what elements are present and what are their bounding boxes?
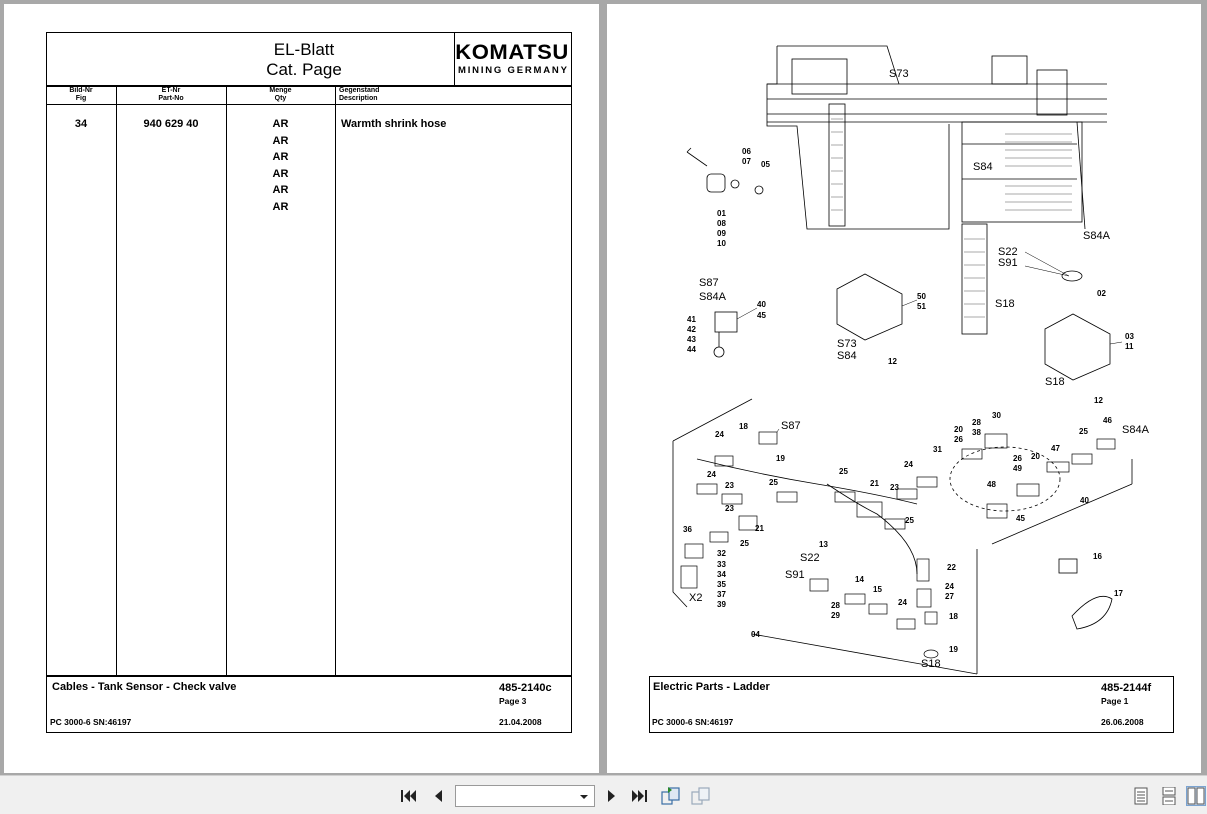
- position-number: 24: [945, 582, 954, 591]
- column-header-part-no-de: ET-Nr: [161, 87, 181, 94]
- position-number: 35: [717, 580, 726, 589]
- position-number: 28: [831, 601, 840, 610]
- komatsu-logo: KOMATSU: [455, 41, 569, 64]
- position-number: 06: [742, 147, 751, 156]
- position-number: 34: [717, 570, 726, 579]
- position-number: 27: [945, 592, 954, 601]
- position-number: 36: [683, 525, 692, 534]
- column-header-fig: [46, 87, 116, 103]
- column-header-part-no-en: Part-No: [158, 95, 184, 102]
- footer-date: 26.06.2008: [1101, 717, 1144, 727]
- position-number: 40: [1080, 496, 1089, 505]
- position-number: 18: [949, 612, 958, 621]
- position-number: 38: [972, 428, 981, 437]
- position-number: 11: [1125, 342, 1134, 351]
- position-number: 07: [742, 157, 751, 166]
- table-header-rule: [46, 104, 572, 105]
- label-s73: S73: [837, 338, 857, 350]
- column-divider: [116, 86, 117, 676]
- go-forward-view-button[interactable]: [690, 786, 710, 806]
- viewer-toolbar: [0, 775, 1207, 814]
- footer-page-number: Page 1: [1101, 696, 1129, 706]
- label-s91: S91: [785, 569, 805, 581]
- next-page-icon: [605, 788, 619, 804]
- two-page-icon: [1187, 787, 1205, 805]
- position-number: 09: [717, 229, 726, 238]
- position-number: 14: [855, 575, 864, 584]
- previous-page-button[interactable]: [428, 786, 448, 806]
- position-number: 23: [725, 481, 734, 490]
- position-number: 29: [831, 611, 840, 620]
- position-number: 42: [687, 325, 696, 334]
- position-number: 41: [687, 315, 696, 324]
- first-page-icon: [399, 788, 417, 804]
- position-number: 33: [717, 560, 726, 569]
- position-number: 48: [987, 480, 996, 489]
- position-number: 31: [933, 445, 942, 454]
- forward-view-icon: [690, 786, 710, 806]
- position-number: 40: [757, 300, 766, 309]
- position-number: 23: [725, 504, 734, 513]
- position-number: 20: [1031, 452, 1040, 461]
- position-number: 30: [992, 411, 1001, 420]
- catalog-page-right: [607, 4, 1201, 773]
- cell-qty: AR: [272, 184, 289, 196]
- position-number: 26: [1013, 454, 1022, 463]
- column-header-qty-en: Qty: [274, 95, 287, 102]
- position-number: 39: [717, 600, 726, 609]
- footer-date: 21.04.2008: [499, 717, 542, 727]
- position-number: 19: [949, 645, 958, 654]
- column-header-fig-en: Fig: [75, 95, 87, 102]
- position-number: 45: [757, 311, 766, 320]
- machine-superstructure-drawing: [767, 46, 1107, 334]
- two-page-view-button[interactable]: [1186, 786, 1206, 806]
- label-s73: S73: [889, 68, 909, 80]
- label-s84a: S84A: [1083, 230, 1110, 242]
- column-header-description-en: Description: [339, 95, 378, 102]
- column-divider: [335, 86, 336, 676]
- continuous-page-icon: [1161, 787, 1177, 805]
- last-page-icon: [631, 788, 649, 804]
- catalog-page-left: [4, 4, 599, 773]
- position-number: 49: [1013, 464, 1022, 473]
- single-page-icon: [1133, 787, 1149, 805]
- position-number: 03: [1125, 332, 1134, 341]
- single-page-view-button[interactable]: [1131, 786, 1151, 806]
- chevron-down-icon: [579, 794, 589, 800]
- label-s87: S87: [699, 277, 719, 289]
- position-number: 10: [717, 239, 726, 248]
- position-number: 32: [717, 549, 726, 558]
- position-number: 26: [954, 435, 963, 444]
- position-number: 25: [905, 516, 914, 525]
- position-number: 45: [1016, 514, 1025, 523]
- label-s18: S18: [921, 658, 941, 670]
- position-number: 24: [715, 430, 724, 439]
- header-title-line2: Cat. Page: [266, 60, 342, 79]
- column-header-description-de: Gegenstand: [339, 87, 380, 94]
- position-number: 12: [888, 357, 897, 366]
- position-number: 02: [1097, 289, 1106, 298]
- ladder-rungs: [831, 119, 1072, 317]
- cell-description: Warmth shrink hose: [341, 118, 447, 130]
- label-s18: S18: [1045, 376, 1065, 388]
- position-number: 19: [776, 454, 785, 463]
- last-page-button[interactable]: [630, 786, 650, 806]
- position-number: 13: [819, 540, 828, 549]
- position-number: 20: [954, 425, 963, 434]
- footer-title: Electric Parts - Ladder: [653, 681, 770, 693]
- position-number: 50: [917, 292, 926, 301]
- label-s22: S22: [998, 246, 1018, 258]
- label-s84: S84: [837, 350, 857, 362]
- label-s84a: S84A: [699, 291, 726, 303]
- position-number: 18: [739, 422, 748, 431]
- label-x2: X2: [689, 592, 703, 604]
- position-number: 21: [870, 479, 879, 488]
- position-number: 08: [717, 219, 726, 228]
- footer-machine: PC 3000-6 SN:46197: [50, 717, 132, 727]
- position-number: 24: [904, 460, 913, 469]
- position-number: 51: [917, 302, 926, 311]
- position-number: 25: [740, 539, 749, 548]
- cell-part-no: 940 629 40: [143, 118, 199, 130]
- column-header-fig-de: Bild-Nr: [69, 87, 93, 94]
- position-number: 15: [873, 585, 882, 594]
- position-number: 44: [687, 345, 696, 354]
- footer-page-number: Page 3: [499, 696, 527, 706]
- position-number: 21: [755, 524, 764, 533]
- footer-machine: PC 3000-6 SN:46197: [652, 717, 734, 727]
- position-number: 47: [1051, 444, 1060, 453]
- previous-page-icon: [431, 788, 445, 804]
- cell-fig: 34: [74, 118, 88, 130]
- continuous-view-button[interactable]: [1159, 786, 1179, 806]
- cell-qty: AR: [272, 118, 289, 130]
- page-select[interactable]: [455, 785, 595, 807]
- position-number: 43: [687, 335, 696, 344]
- footer-doc-number: 485-2144f: [1101, 682, 1152, 694]
- komatsu-logo-subtitle: MINING GERMANY: [458, 65, 569, 76]
- next-page-button[interactable]: [602, 786, 622, 806]
- position-number: 17: [1114, 589, 1123, 598]
- position-number: 28: [972, 418, 981, 427]
- cell-qty: AR: [272, 168, 289, 180]
- first-page-button[interactable]: [398, 786, 418, 806]
- cell-qty: AR: [272, 201, 289, 213]
- column-header-qty: [226, 87, 335, 103]
- footer-doc-number: 485-2140c: [499, 682, 552, 694]
- parts-drawing: [607, 4, 1201, 773]
- footer-title: Cables - Tank Sensor - Check valve: [52, 681, 237, 693]
- harness-drawing: [673, 399, 1132, 674]
- position-number: 01: [717, 209, 726, 218]
- column-header-part-no: [116, 87, 226, 103]
- position-number: 37: [717, 590, 726, 599]
- position-number: 24: [707, 470, 716, 479]
- back-view-icon: [660, 786, 680, 806]
- position-number: 25: [769, 478, 778, 487]
- position-number: 04: [751, 630, 760, 639]
- column-header-qty-de: Menge: [269, 87, 292, 94]
- position-number: 05: [761, 160, 770, 169]
- position-number: 22: [947, 563, 956, 572]
- go-back-view-button[interactable]: [660, 786, 680, 806]
- label-s84a: S84A: [1122, 424, 1149, 436]
- cell-qty: AR: [272, 135, 289, 147]
- position-number: 24: [898, 598, 907, 607]
- cell-qty: AR: [272, 151, 289, 163]
- label-s87: S87: [781, 420, 801, 432]
- label-s22: S22: [800, 552, 820, 564]
- label-s91: S91: [998, 257, 1018, 269]
- header-title-line1: EL-Blatt: [273, 40, 335, 59]
- position-number: 46: [1103, 416, 1112, 425]
- label-s84: S84: [973, 161, 993, 173]
- position-number: 12: [1094, 396, 1103, 405]
- position-number: 25: [1079, 427, 1088, 436]
- column-header-description: [339, 87, 379, 103]
- position-number: 23: [890, 483, 899, 492]
- position-number: 25: [839, 467, 848, 476]
- position-number: 16: [1093, 552, 1102, 561]
- label-s18: S18: [995, 298, 1015, 310]
